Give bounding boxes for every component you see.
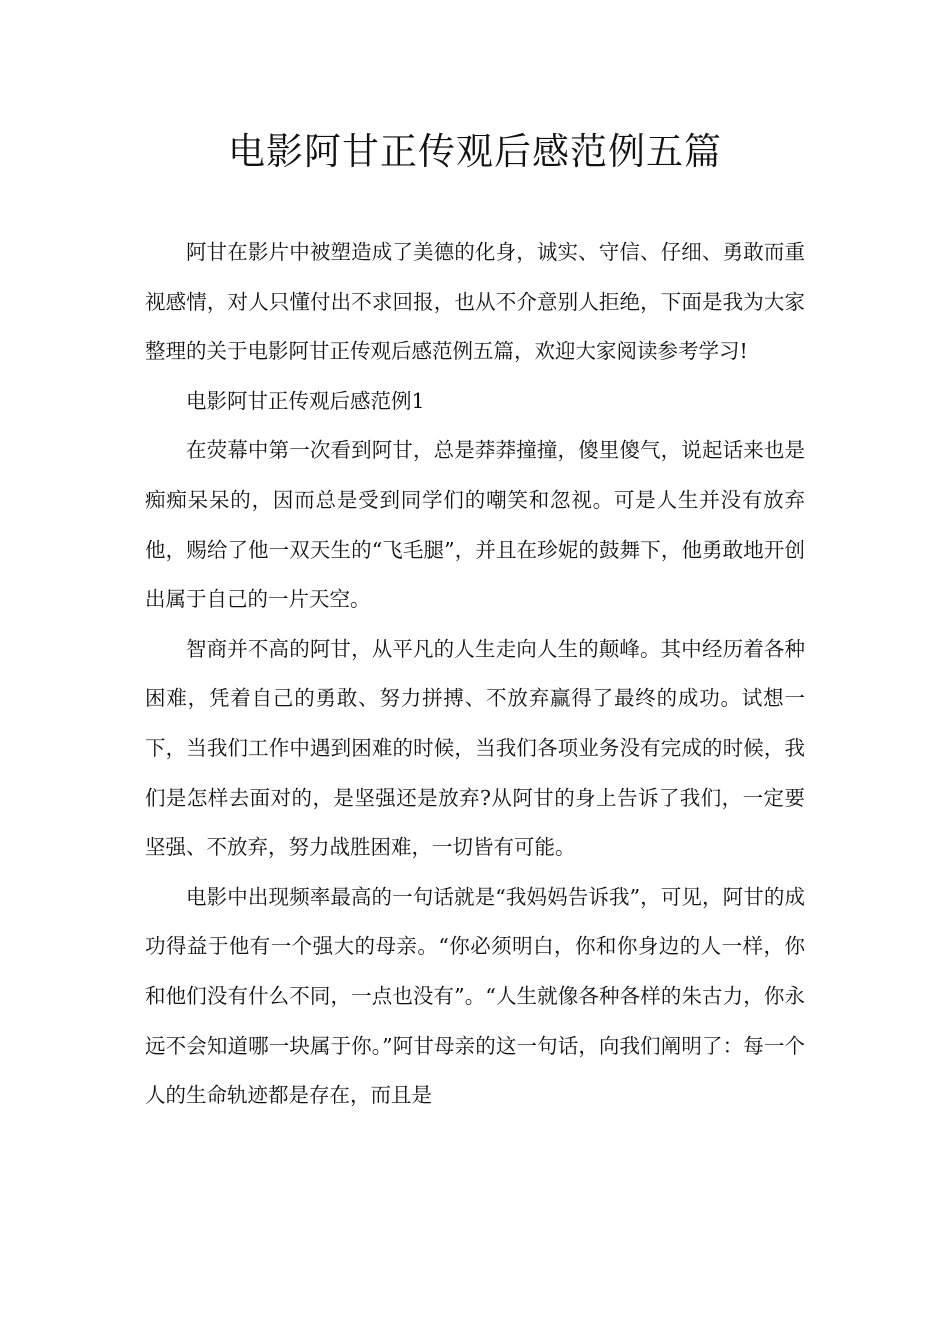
intro-paragraph: 阿甘在影片中被塑造成了美德的化身，诚实、守信、仔细、勇敢而重视感情，对人只懂付出不求回报，也从不介意别人拒绝，下面是我为大家整理的关于电影阿甘正传观后感范例五篇，欢迎大家阅读参考学习! xyxy=(145,240,805,364)
body-paragraph: 在荧幕中第一次看到阿甘，总是莽莽撞撞，傻里傻气，说起话来也是痴痴呆呆的，因而总是受到同学们的嘲笑和忽视。可是人生并没有放弃他，赐给了他一双天生的“飞毛腿”，并且在珍妮的鼓舞下，他勇敢地开创出属于自己的一片天空。 xyxy=(145,438,805,612)
section-heading: 电影阿甘正传观后感范例1 xyxy=(186,388,425,413)
document-body xyxy=(145,228,805,1121)
body-paragraph: 智商并不高的阿甘，从平凡的人生走向人生的颠峰。其中经历着各种困难，凭着自己的勇敢、努力拼搏、不放弃赢得了最终的成功。试想一下，当我们工作中遇到困难的时候，当我们各项业务没有完成的时候，我们是怎样去面对的，是坚强还是放弃?从阿甘的身上告诉了我们，一定要坚强、不放弃，努力战胜困难，一切皆有可能。 xyxy=(145,636,805,860)
document-title: 电影阿甘正传观后感范例五篇 xyxy=(228,130,722,173)
body-paragraph: 电影中出现频率最高的一句话就是“我妈妈告诉我”，可见，阿甘的成功得益于他有一个强大的母亲。“你必须明白，你和你身边的人一样，你和他们没有什么不同，一点也没有”。“人生就像各种各样的朱古力，你永远不会知道哪一块属于你。”阿甘母亲的这一句话，向我们阐明了：每一个人的生命轨迹都是存在，而且是 xyxy=(145,884,805,1108)
